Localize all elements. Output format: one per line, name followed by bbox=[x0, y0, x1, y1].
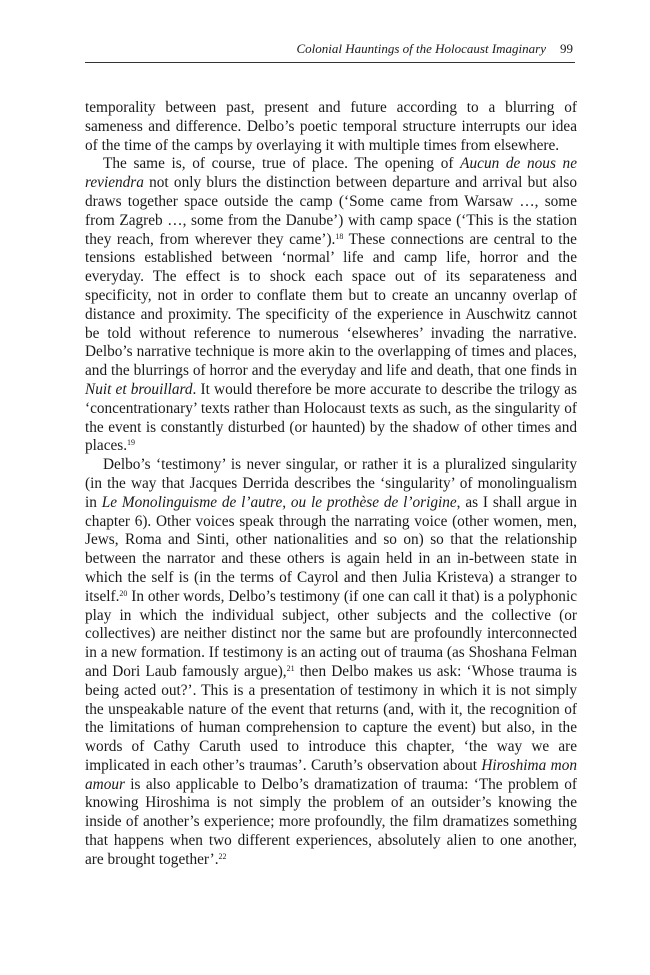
paragraph bbox=[85, 99, 577, 155]
footnote-ref: 19 bbox=[127, 438, 136, 448]
text-run: In other words, Delbo’s testimony (if one can call it that) is a polyphonic play in which the individual subject, other subjects and the collective (or collectives) are neither distinct nor the same but are profoundly interconnected in a new formation. If testimony is an acting out of trauma (as Shoshana Felman and Dori Laub famously argue), bbox=[85, 587, 577, 680]
paragraph bbox=[85, 456, 577, 870]
text-run: temporality between past, present and future according to a blurring of sameness and difference. Delbo’s poetic temporal structure interrupts our idea of the time of the camps by overlaying it with multiple times from elsewhere. bbox=[85, 99, 577, 154]
page-number: 99 bbox=[560, 41, 573, 56]
footnote-ref: 21 bbox=[286, 663, 295, 673]
text-run: , as I shall argue in chapter 6). Other voices speak through the narrating voice (other women, men, Jews, Roma and Sinti, other nationalities and so on) so that the relationship between the narrator and these others is again held in an in-between state in which the self is (in the terms of Cayrol and then Julia Kristeva) a stranger to itself. bbox=[85, 493, 578, 605]
footnote-ref: 22 bbox=[218, 851, 227, 861]
text-run: not only blurs the distinction between departure and arrival but also draws together space outside the camp (‘Some came from Warsaw …, some from Zagreb …, some from the Danube’) with camp space (‘This is the station they reach, from wherever they came’). bbox=[85, 174, 577, 248]
running-title: Colonial Hauntings of the Holocaust Imaginary bbox=[296, 41, 546, 56]
italic-title: Le Monolinguisme de l’autre, ou le prothèse de l’origine bbox=[101, 493, 457, 511]
paragraph bbox=[85, 155, 577, 456]
italic-title: Nuit et brouillard bbox=[85, 380, 193, 398]
text-run: . It would therefore be more accurate to describe the trilogy as ‘concentrationary’ texts rather than Holocaust texts as such, as the singularity of the event is constantly disturbed (or haunted) by the shadow of other times and places. bbox=[85, 380, 577, 455]
running-header bbox=[85, 41, 573, 57]
header-rule bbox=[85, 62, 575, 63]
text-run: Delbo’s ‘testimony’ is never singular, or rather it is a pluralized singularity (in the way that Jacques Derrida describes the ‘singularity’ of monolingualism in bbox=[85, 456, 577, 511]
footnote-ref: 18 bbox=[335, 231, 344, 241]
text-run: The same is, of course, true of place. The opening of bbox=[103, 155, 461, 173]
text-run: These connections are central to the tensions established between ‘normal’ life and camp life, horror and the everyday. The effect is to shock each space out of its separateness and specificity, not in order to conflate them but to create an uncanny overlap of distance and proximity. The specificity of the experience in Auschwitz cannot be told without reference to numerous ‘elsewheres’ invading the narrative. Delbo’s narrative technique is more akin to the overlapping of times and places, and the blurrings of horror and the everyday and life and death, that one finds in bbox=[85, 230, 577, 380]
body-text bbox=[85, 99, 577, 870]
footnote-ref: 20 bbox=[119, 588, 128, 598]
text-run: then Delbo makes us ask: ‘Whose trauma is being acted out?’. This is a presentation of testimony in which it is not simply the unspeakable nature of the event that returns (and, with it, the recognition of the limitations of human comprehension to capture the event) but also, in the words of Cathy Caruth used to introduce this chapter, ‘the way we are implicated in each other’s traumas’. Caruth’s observation about bbox=[85, 662, 577, 774]
italic-title: Hiroshima mon amour bbox=[85, 756, 577, 793]
italic-title: Aucun de nous ne reviendra bbox=[85, 155, 577, 192]
text-run: is also applicable to Delbo’s dramatization of trauma: ‘The problem of knowing Hiroshima is not simply the problem of an outsider’s knowing the inside of another’s experience; more profoundly, the film dramatizes something that happens when two different experiences, absolutely alien to one another, are brought together’. bbox=[85, 775, 577, 868]
